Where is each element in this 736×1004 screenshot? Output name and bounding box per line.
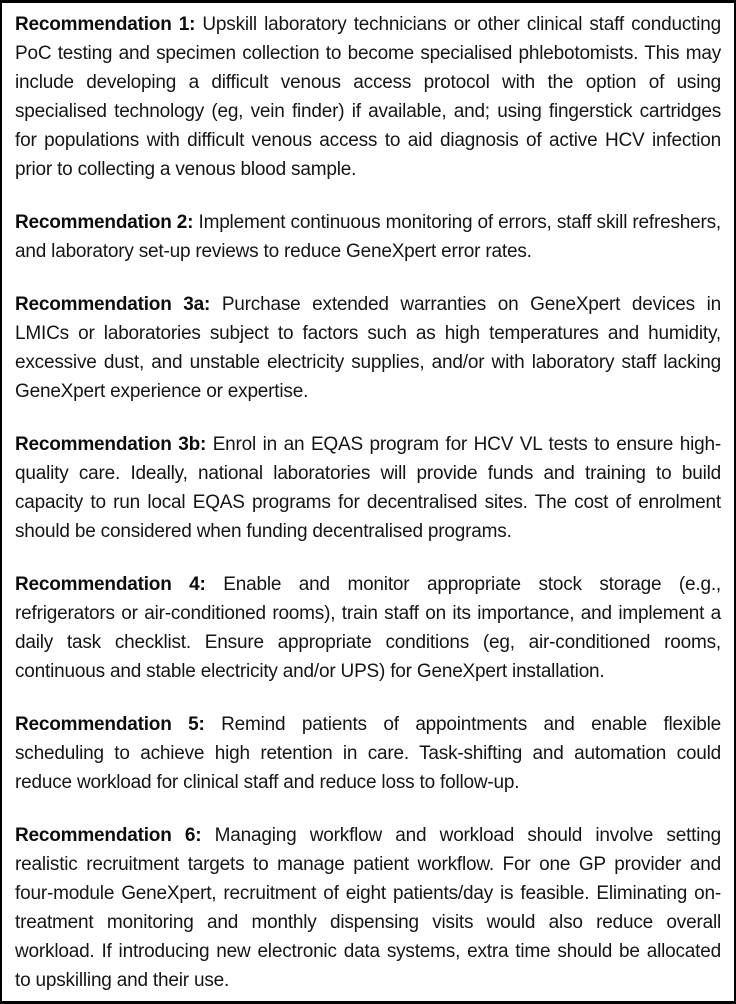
recommendation-6-label: Recommendation 6: — [15, 825, 202, 846]
recommendation-5-label: Recommendation 5: — [15, 714, 205, 735]
recommendation-4-label: Recommendation 4: — [15, 574, 206, 595]
recommendation-4 — [15, 570, 721, 686]
recommendation-3b-text: Enrol in an EQAS program for HCV VL tests to ensure high-quality care. Ideally, national laboratories will provide funds and training to build capacity to run local EQAS programs for decentralised sites. The cost of enrolment should be considered when funding decentralised programs. — [15, 434, 721, 542]
recommendation-6-text: Managing workflow and workload should involve setting realistic recruitment targets to manage patient workflow. For one GP provider and four-module GeneXpert, recruitment of eight patients/day is feasible. Eliminating on-treatment monitoring and monthly dispensing visits would also reduce overall workload. If introducing new electronic data systems, extra time should be allocated to upskilling and their use. — [15, 825, 721, 991]
recommendation-3a-label: Recommendation 3a: — [15, 294, 211, 315]
recommendation-2 — [15, 208, 721, 266]
recommendation-5 — [15, 710, 721, 797]
recommendation-2-text: Implement continuous monitoring of errors, staff skill refreshers, and laboratory set-up reviews to reduce GeneXpert error rates. — [15, 212, 721, 262]
recommendation-1 — [15, 10, 721, 184]
recommendation-6 — [15, 821, 721, 995]
recommendation-3b — [15, 430, 721, 546]
recommendation-5-text: Remind patients of appointments and enable flexible scheduling to achieve high retention in care. Task-shifting and automation could reduce workload for clinical staff and reduce loss to follow-up. — [15, 714, 722, 793]
recommendation-2-label: Recommendation 2: — [15, 212, 194, 233]
recommendation-3b-label: Recommendation 3b: — [15, 434, 207, 455]
recommendation-4-text: Enable and monitor appropriate stock storage (e.g., refrigerators or air-conditioned rooms), train staff on its importance, and implement a daily task checklist. Ensure appropriate conditions (eg, air-conditioned rooms, continuous and stable electricity and/or UPS) for GeneXpert installation. — [15, 574, 721, 682]
recommendation-1-text: Upskill laboratory technicians or other clinical staff conducting PoC testing and specimen collection to become specialised phlebotomists. This may include developing a difficult venous access protocol with the option of using specialised technology (eg, vein finder) if available, and; using fingerstick cartridges for populations with difficult venous access to aid diagnosis of active HCV infection prior to collecting a venous blood sample. — [15, 14, 721, 180]
recommendation-3a — [15, 290, 721, 406]
recommendation-3a-text: Purchase extended warranties on GeneXpert devices in LMICs or laboratories subject to factors such as high temperatures and humidity, excessive dust, and unstable electricity supplies, and/or with laboratory staff lacking GeneXpert experience or expertise. — [15, 294, 721, 402]
recommendation-1-label: Recommendation 1: — [15, 14, 196, 35]
